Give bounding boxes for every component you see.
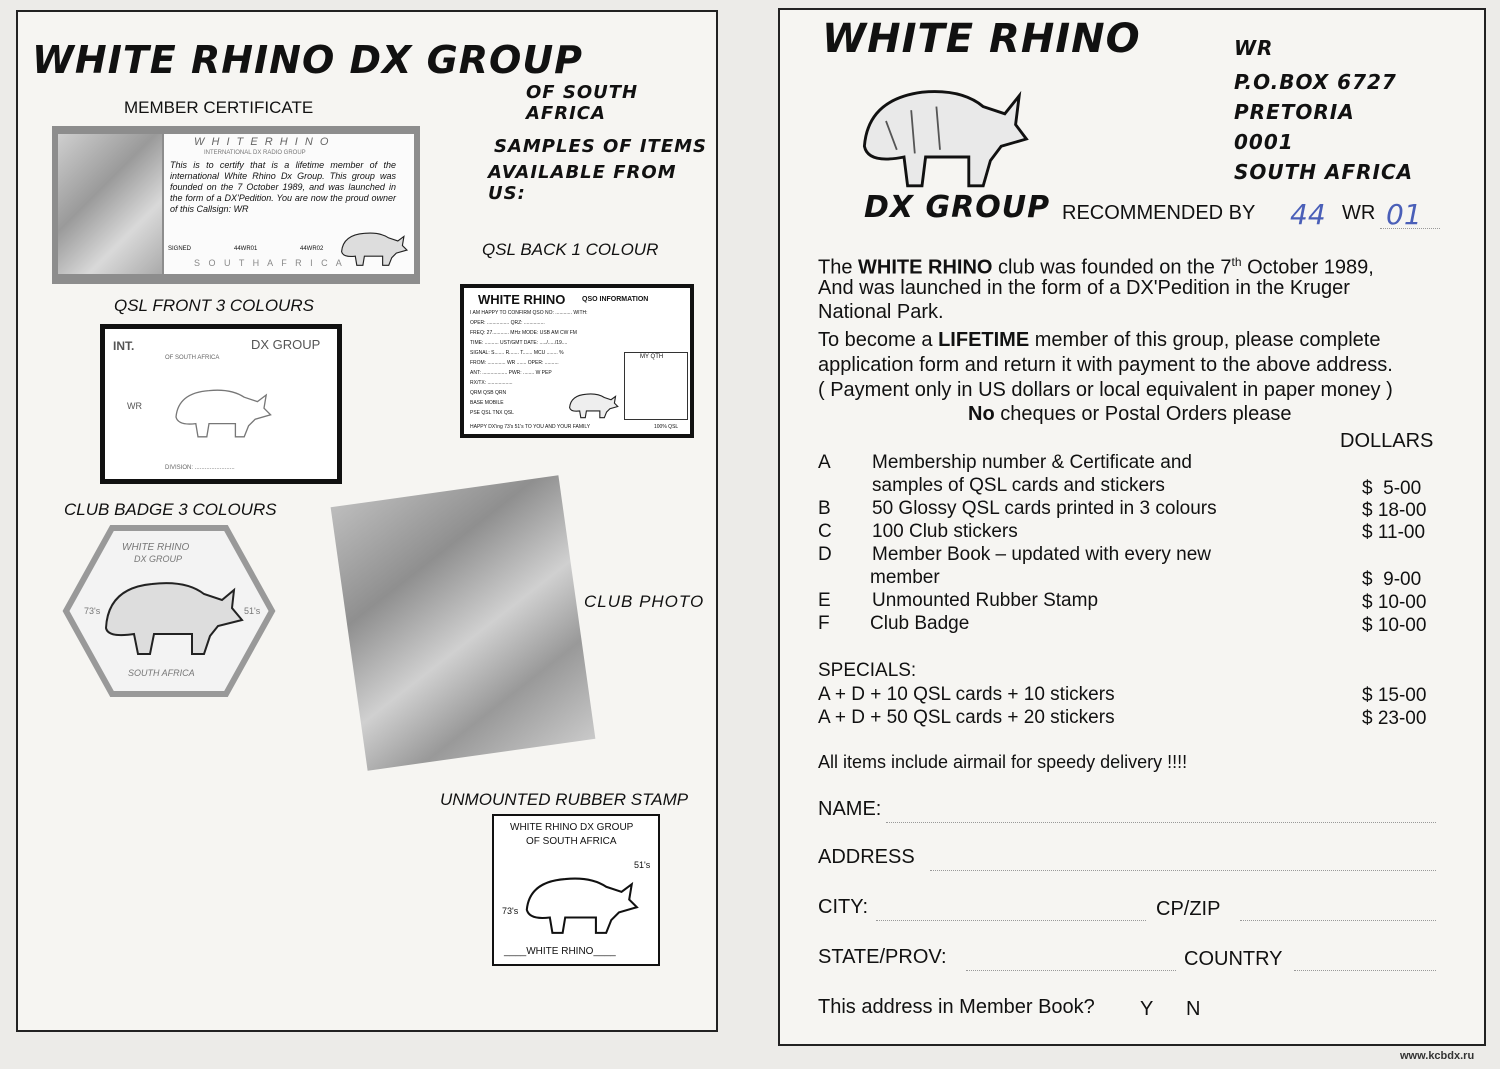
dollars-header: DOLLARS	[1340, 430, 1434, 452]
badge-bottom: SOUTH AFRICA	[128, 668, 195, 678]
right-dx-group: DX GROUP	[864, 190, 1051, 225]
recommended-line	[1380, 228, 1440, 229]
intro-p4-bold: LIFETIME	[938, 329, 1030, 351]
intro-line-5: application form and return it with payment to the above address.	[818, 354, 1393, 376]
recommended-wr: WR	[1342, 202, 1376, 224]
item-d-letter: D	[818, 544, 832, 565]
item-a-letter: A	[818, 452, 831, 473]
samples-heading-1: SAMPLES OF ITEMS	[494, 136, 708, 157]
stamp-rhino-icon	[514, 852, 642, 942]
qsl-front-int: INT.	[113, 339, 135, 353]
special-2-price: $ 23-00	[1362, 708, 1427, 729]
intro-line-6: ( Payment only in US dollars or local equivalent in paper money )	[818, 379, 1393, 401]
address-line-5: SOUTH AFRICA	[1234, 160, 1414, 184]
intro-p1-sup: th	[1231, 255, 1242, 269]
form-cpzip-label: CP/ZIP	[1156, 898, 1221, 920]
stamp-right: 51's	[634, 860, 651, 870]
form-state-field[interactable]	[966, 970, 1176, 971]
qsl-back-line-12: HAPPY DX'ing 73's 51's TO YOU AND YOUR FAMILY	[470, 424, 591, 430]
recommended-wr-num: 01	[1386, 198, 1422, 231]
certificate-photo	[58, 134, 162, 274]
item-e-price: $ 10-00	[1362, 592, 1427, 613]
qsl-back-line-11: PSE QSL TNX QSL	[470, 410, 514, 416]
form-member-book-label: This address in Member Book?	[818, 996, 1095, 1018]
item-f-price: $ 10-00	[1362, 615, 1427, 636]
intro-line-4	[818, 328, 1380, 353]
stamp-label: UNMOUNTED RUBBER STAMP	[440, 790, 689, 809]
qsl-back-title: WHITE RHINO	[478, 292, 566, 307]
samples-heading-2: AVAILABLE FROM US:	[488, 162, 677, 204]
qsl-front-dx-group: DX GROUP	[251, 337, 321, 352]
intro-p1-bold: WHITE RHINO	[858, 256, 993, 279]
form-city-field[interactable]	[876, 920, 1146, 921]
form-city-label: CITY:	[818, 896, 869, 918]
intro-p4-a: To become a	[818, 329, 939, 351]
certificate-heading: W H I T E R H I N O	[194, 136, 331, 148]
club-badge-label: CLUB BADGE 3 COLOURS	[64, 500, 277, 519]
qsl-back-side-label: MY QTH	[640, 354, 664, 360]
right-page	[778, 8, 1486, 1046]
stamp-line2: OF SOUTH AFRICA	[526, 836, 617, 847]
qsl-back-line-6: FROM: ............. WR ....... OPER: ..........	[470, 360, 559, 366]
item-b-line-1: 50 Glossy QSL cards printed in 3 colours	[872, 498, 1217, 519]
left-title: WHITE RHINO DX GROUP	[32, 38, 584, 82]
form-cpzip-field[interactable]	[1240, 920, 1436, 921]
recommended-num: 44	[1290, 198, 1326, 231]
qsl-back-title-small: QSO INFORMATION	[582, 296, 649, 303]
certificate-sig2: 44WR02	[300, 246, 324, 252]
club-photo	[331, 475, 596, 770]
intro-p1-b: club was founded on the 7	[992, 256, 1232, 279]
airmail-note: All items include airmail for speedy delivery !!!!	[818, 752, 1188, 772]
qsl-front-label: QSL FRONT 3 COLOURS	[114, 296, 314, 315]
item-b-price: $ 18-00	[1362, 500, 1427, 521]
item-f-letter: F	[818, 613, 830, 634]
item-a-price: $ 5-00	[1362, 478, 1422, 499]
item-c-line-1: 100 Club stickers	[872, 521, 1018, 542]
intro-p4-b: member of this group, please complete	[1029, 329, 1381, 351]
special-2-text: A + D + 50 QSL cards + 20 stickers	[818, 707, 1115, 728]
intro-p7: cheques or Postal Orders please	[994, 403, 1292, 425]
form-address-field[interactable]	[930, 870, 1436, 871]
qsl-back-line-7: ANT: .................. PWR: ........ W PEP	[470, 370, 552, 376]
badge-right: 51's	[244, 606, 261, 616]
item-c-price: $ 11-00	[1362, 522, 1426, 543]
item-f-line-1: Club Badge	[870, 613, 970, 634]
stamp-bottom: ____WHITE RHINO____	[504, 946, 616, 957]
item-a-line-1: Membership number & Certificate and	[872, 452, 1192, 473]
item-a-line-2: samples of QSL cards and stickers	[872, 475, 1165, 496]
qsl-front-division: DIVISION: ........................	[165, 465, 235, 471]
form-member-book-yes[interactable]: Y	[1140, 998, 1154, 1020]
qsl-front-rhino-icon	[165, 363, 275, 449]
special-1-price: $ 15-00	[1362, 685, 1427, 706]
qsl-back-rhino-icon	[564, 384, 620, 420]
certificate-rhino-icon	[334, 220, 410, 268]
address-line-4: 0001	[1234, 130, 1294, 154]
qsl-back-line-1: I AM HAPPY TO CONFIRM QSO NO: ............ WITH:	[470, 310, 588, 316]
intro-p7-bold: No	[968, 403, 995, 425]
watermark: www.kcbdx.ru	[1400, 1050, 1475, 1062]
qsl-back-line-9: QRM QSB QRN	[470, 390, 507, 396]
intro-line-7	[968, 402, 1292, 427]
item-d-line-2: member	[870, 567, 940, 588]
special-1-text: A + D + 10 QSL cards + 10 stickers	[818, 684, 1115, 705]
certificate-signed: SIGNED	[168, 246, 192, 252]
qsl-back-line-2: OPER: ................ QRZ: ...............	[470, 320, 545, 326]
qsl-back-line-5: SIGNAL: S....... R....... T....... MCU ........ %	[470, 350, 564, 356]
item-b-letter: B	[818, 498, 831, 519]
badge-top2: DX GROUP	[134, 554, 183, 564]
certificate-text: This is to certify that is a lifetime member of the international White Rhino Dx Group. This group was founded on the 7 October 1989, and was launched in the form of a DX'Pedition. You are now the proud owner of this Callsign: WR	[170, 160, 396, 214]
stamp-left: 73's	[502, 906, 519, 916]
certificate-sig1: 44WR01	[234, 246, 258, 252]
recommended-by-label: RECOMMENDED BY	[1062, 202, 1256, 224]
address-line-2: P.O.BOX 6727	[1234, 70, 1397, 94]
qsl-front-wr: WR	[127, 401, 142, 411]
qsl-back-qth-box	[624, 352, 688, 420]
certificate-subheading: INTERNATIONAL DX RADIO GROUP	[204, 150, 306, 156]
address-line-1: WR	[1234, 36, 1274, 60]
qsl-back-line-8: RX/TX: ..................	[470, 380, 513, 386]
address-line-3: PRETORIA	[1234, 100, 1355, 124]
form-country-label: COUNTRY	[1184, 948, 1283, 970]
right-title: WHITE RHINO	[822, 16, 1141, 62]
intro-line-3: National Park.	[818, 301, 944, 323]
qsl-front-of-sa: OF SOUTH AFRICA	[165, 355, 220, 361]
form-name-field[interactable]	[886, 822, 1436, 823]
qsl-back-label: QSL BACK 1 COLOUR	[482, 240, 659, 259]
logo-rhino-icon	[850, 60, 1030, 200]
form-member-book-no[interactable]: N	[1186, 998, 1201, 1020]
intro-line-2: And was launched in the form of a DX'Pedition in the Kruger	[818, 277, 1350, 299]
left-subtitle: OF SOUTH AFRICA	[526, 82, 639, 124]
stamp-line1: WHITE RHINO DX GROUP	[510, 822, 634, 833]
item-d-price: $ 9-00	[1362, 569, 1422, 590]
qsl-back-line-3: FREQ: 27............ MHz MODE: USB AM CW FM	[470, 330, 577, 336]
item-e-letter: E	[818, 590, 831, 611]
certificate-footer: S O U T H A F R I C A	[194, 258, 345, 268]
intro-p1-c: October 1989,	[1241, 256, 1374, 279]
member-certificate-image	[52, 126, 420, 284]
rubber-stamp-card	[492, 814, 660, 966]
form-address-label: ADDRESS	[818, 846, 915, 868]
left-page	[16, 10, 718, 1032]
form-state-label: STATE/PROV:	[818, 946, 947, 968]
intro-p1-a: The	[818, 256, 859, 279]
item-c-letter: C	[818, 521, 832, 542]
qsl-back-line-4: TIME: .......... UST/GMT DATE: ...../...../19....	[470, 340, 568, 346]
form-name-label: NAME:	[818, 798, 882, 820]
qsl-front-card	[100, 324, 342, 484]
qsl-back-line-10: BASE MOBILE	[470, 400, 504, 406]
member-certificate-label: MEMBER CERTIFICATE	[124, 98, 314, 117]
qsl-back-card	[460, 284, 694, 438]
badge-top: WHITE RHINO	[122, 542, 190, 553]
item-d-line-1: Member Book – updated with every new	[872, 544, 1212, 565]
qsl-back-corner: 100% QSL	[654, 424, 679, 430]
form-country-field[interactable]	[1294, 970, 1436, 971]
club-photo-label: CLUB PHOTO	[584, 592, 705, 611]
specials-label: SPECIALS:	[818, 660, 917, 681]
certificate-body	[164, 134, 414, 274]
item-e-line-1: Unmounted Rubber Stamp	[872, 590, 1099, 611]
badge-left: 73's	[84, 606, 101, 616]
